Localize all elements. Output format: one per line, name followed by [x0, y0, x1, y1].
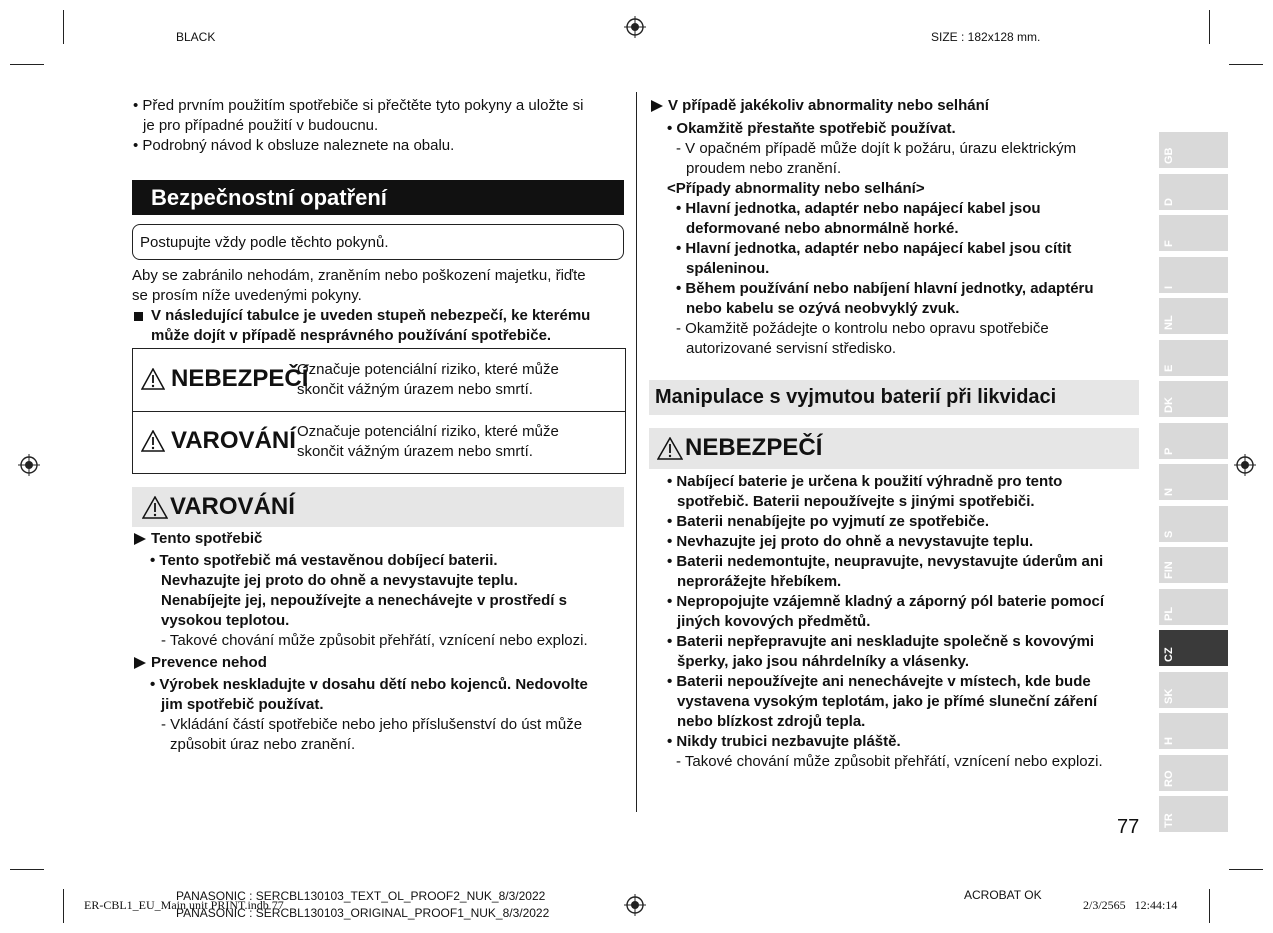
crop-mark — [63, 10, 64, 44]
subsection-heading: Prevence nehod — [151, 654, 267, 671]
danger-header-text: NEBEZPEČÍ — [685, 434, 823, 461]
section-title-text: Bezpečnostní opatření — [151, 185, 387, 210]
arrow-bullet-icon — [134, 533, 146, 545]
section-title — [132, 180, 624, 215]
list-item: • Během používání nebo nabíjení hlavní jednotky, adaptéru — [676, 280, 1094, 297]
hazard-label: VAROVÁNÍ — [171, 427, 296, 454]
list-item: • Nikdy trubici nezbavujte pláště. — [667, 733, 901, 750]
list-note: - Takové chování může způsobit přehřátí, vznícení nebo explozi. — [161, 632, 588, 649]
crop-mark — [1229, 64, 1263, 65]
hazard-desc: skončit vážným úrazem nebo smrtí. — [297, 443, 533, 460]
paragraph-bold: může dojít v případě nesprávného používání spotřebiče. — [151, 327, 552, 344]
crop-mark — [1229, 869, 1263, 870]
warning-triangle-icon — [142, 496, 168, 519]
hazard-table — [132, 348, 626, 474]
proof-line: PANASONIC : SERCBL130103_ORIGINAL_PROOF1_NUK_8/3/2022 — [176, 906, 550, 920]
list-note: způsobit úraz nebo zranění. — [170, 736, 356, 753]
instruction-box — [132, 224, 624, 260]
language-tab-label: S — [1163, 530, 1175, 538]
crop-mark — [10, 64, 44, 65]
language-tab-label: SK — [1163, 688, 1175, 704]
column-divider — [636, 92, 637, 812]
intro-text: • Podrobný návod k obsluze naleznete na obalu. — [133, 137, 455, 154]
language-tab-label: N — [1163, 488, 1175, 496]
subsection-heading: V případě jakékoliv abnormality nebo selhání — [668, 97, 989, 114]
language-tab-label: I — [1163, 285, 1175, 289]
language-tab-label: P — [1163, 447, 1175, 455]
paragraph: se prosím níže uvedenými pokyny. — [132, 287, 362, 304]
proof-line: PANASONIC : SERCBL130103_TEXT_OL_PROOF2_NUK_8/3/2022 — [176, 889, 546, 903]
list-item: Nenabíjejte jej, nepoužívejte a nenechávejte v prostředí s — [161, 592, 567, 609]
language-tab[interactable] — [1159, 755, 1228, 791]
list-note: - Takové chování může způsobit přehřátí, vznícení nebo explozi. — [676, 753, 1103, 770]
language-tab[interactable] — [1159, 381, 1228, 417]
language-tab-active[interactable] — [1159, 630, 1228, 666]
language-tab[interactable] — [1159, 215, 1228, 251]
language-tab-label: CZ — [1163, 647, 1175, 662]
language-tab[interactable] — [1159, 796, 1228, 832]
warning-header — [132, 487, 624, 527]
hazard-desc: skončit vážným úrazem nebo smrtí. — [297, 381, 533, 398]
file-name: ER-CBL1_EU_Main unit PRINT.indb 77 — [84, 898, 284, 912]
list-item: jiných kovových předmětů. — [677, 613, 871, 630]
list-item: neprorážejte hřebíkem. — [677, 573, 842, 590]
list-item: deformované nebo abnormálně horké. — [686, 220, 959, 237]
language-tab[interactable] — [1159, 257, 1228, 293]
language-tab-label: RO — [1163, 770, 1175, 787]
list-item: Nevhazujte jej proto do ohně a nevystavujte teplu. — [161, 572, 518, 589]
list-item: vysokou teplotou. — [161, 612, 290, 629]
list-note: - Vkládání částí spotřebiče nebo jeho příslušenství do úst může — [161, 716, 583, 733]
list-item: • Hlavní jednotka, adaptér nebo napájecí kabel jsou — [676, 200, 1041, 217]
language-tab[interactable] — [1159, 298, 1228, 334]
arrow-bullet-icon — [134, 657, 146, 669]
registration-mark-icon — [1234, 454, 1256, 476]
warning-triangle-icon — [141, 368, 165, 390]
list-heading: <Případy abnormality nebo selhání> — [667, 180, 925, 197]
crop-mark — [1209, 889, 1210, 923]
warning-header-text: VAROVÁNÍ — [170, 493, 295, 520]
list-item: jim spotřebič používat. — [161, 696, 324, 713]
crop-mark — [10, 869, 44, 870]
list-item: nebo blízkost zdrojů tepla. — [677, 713, 866, 730]
hazard-desc: Označuje potenciální riziko, které může — [297, 423, 559, 440]
language-tab[interactable] — [1159, 340, 1228, 376]
instruction-box-text: Postupujte vždy podle těchto pokynů. — [140, 234, 389, 251]
language-tab[interactable] — [1159, 423, 1228, 459]
list-item: • Tento spotřebič má vestavěnou dobíjecí baterii. — [150, 552, 498, 569]
list-item: • Nepropojujte vzájemně kladný a záporný pól baterie pomocí — [667, 593, 1105, 610]
timestamp: 2/3/2565 12:44:14 — [1083, 898, 1178, 912]
hazard-desc: Označuje potenciální riziko, které může — [297, 361, 559, 378]
acrobat-label: ACROBAT OK — [964, 888, 1042, 902]
color-label: BLACK — [176, 30, 216, 44]
language-tab-label: D — [1163, 198, 1175, 206]
language-tab[interactable] — [1159, 672, 1228, 708]
section-title — [649, 380, 1139, 415]
language-tab-label: H — [1163, 737, 1175, 745]
crop-mark — [63, 889, 64, 923]
language-tab-label: E — [1163, 364, 1175, 372]
registration-mark-icon — [18, 454, 40, 476]
list-note: proudem nebo zranění. — [686, 160, 842, 177]
language-tab[interactable] — [1159, 713, 1228, 749]
page-number: 77 — [1117, 816, 1140, 838]
list-item: • Nevhazujte jej proto do ohně a nevystavujte teplu. — [667, 533, 1034, 550]
size-label: SIZE : 182x128 mm. — [931, 30, 1041, 44]
list-item: • Nabíjecí baterie je určena k použití výhradně pro tento — [667, 473, 1063, 490]
intro-text: je pro případné použití v budoucnu. — [143, 117, 379, 134]
crop-mark — [1209, 10, 1210, 44]
language-tab-label: DK — [1163, 397, 1175, 413]
list-item: nebo kabelu se ozývá neobvyklý zvuk. — [686, 300, 960, 317]
intro-text: • Před prvním použitím spotřebiče si přečtěte tyto pokyny a uložte si — [133, 97, 584, 114]
language-tab[interactable] — [1159, 547, 1228, 583]
warning-triangle-icon — [141, 430, 165, 452]
language-tab[interactable] — [1159, 132, 1228, 168]
table-row — [133, 411, 625, 473]
list-item: • Baterii nenabíjejte po vyjmutí ze spotřebiče. — [667, 513, 990, 530]
language-tab-label: NL — [1163, 315, 1175, 330]
table-row — [133, 349, 625, 412]
language-tab-label: GB — [1163, 147, 1175, 164]
registration-mark-icon — [624, 16, 646, 38]
language-tab[interactable] — [1159, 174, 1228, 210]
danger-header — [649, 428, 1139, 469]
language-tab-label: F — [1163, 240, 1175, 247]
list-item: • Výrobek neskladujte v dosahu dětí nebo kojenců. Nedovolte — [150, 676, 588, 693]
list-item: spotřebič. Baterii nepoužívejte s jinými spotřebiči. — [677, 493, 1035, 510]
list-item: spáleninou. — [686, 260, 770, 277]
arrow-bullet-icon — [651, 100, 663, 112]
paragraph: Aby se zabránilo nehodám, zraněním nebo poškození majetku, řiďte — [132, 267, 586, 284]
language-tab[interactable] — [1159, 589, 1228, 625]
subsection-heading: Tento spotřebič — [151, 530, 263, 547]
section-title-text: Manipulace s vyjmutou baterií při likvidaci — [655, 386, 1057, 408]
warning-triangle-icon — [657, 437, 683, 460]
list-note: - V opačném případě může dojít k požáru, úrazu elektrickým — [676, 140, 1077, 157]
list-note: autorizované servisní středisko. — [686, 340, 897, 357]
list-item: • Hlavní jednotka, adaptér nebo napájecí kabel jsou cítit — [676, 240, 1072, 257]
language-tab-label: TR — [1163, 813, 1175, 828]
registration-mark-icon — [624, 894, 646, 916]
list-item: • Okamžitě přestaňte spotřebič používat. — [667, 120, 956, 137]
list-note: - Okamžitě požádejte o kontrolu nebo opravu spotřebiče — [676, 320, 1049, 337]
hazard-label: NEBEZPEČÍ — [171, 365, 309, 392]
language-tab[interactable] — [1159, 506, 1228, 542]
language-tab-label: PL — [1163, 606, 1175, 621]
list-item: • Baterii nedemontujte, neupravujte, nevystavujte úderům ani — [667, 553, 1104, 570]
language-tab[interactable] — [1159, 464, 1228, 500]
language-tab-label: FIN — [1163, 561, 1175, 579]
list-item: • Baterii nepřepravujte ani neskladujte společně s kovovými — [667, 633, 1095, 650]
paragraph-bold: V následující tabulce je uveden stupeň nebezpečí, ke kterému — [151, 307, 591, 324]
square-bullet-icon — [134, 312, 143, 321]
list-item: vystavena vysokým teplotám, jako je přímé sluneční záření — [677, 693, 1098, 710]
list-item: • Baterii nepoužívejte ani nenechávejte v místech, kde bude — [667, 673, 1091, 690]
list-item: šperky, jako jsou náhrdelníky a vlásenky. — [677, 653, 970, 670]
